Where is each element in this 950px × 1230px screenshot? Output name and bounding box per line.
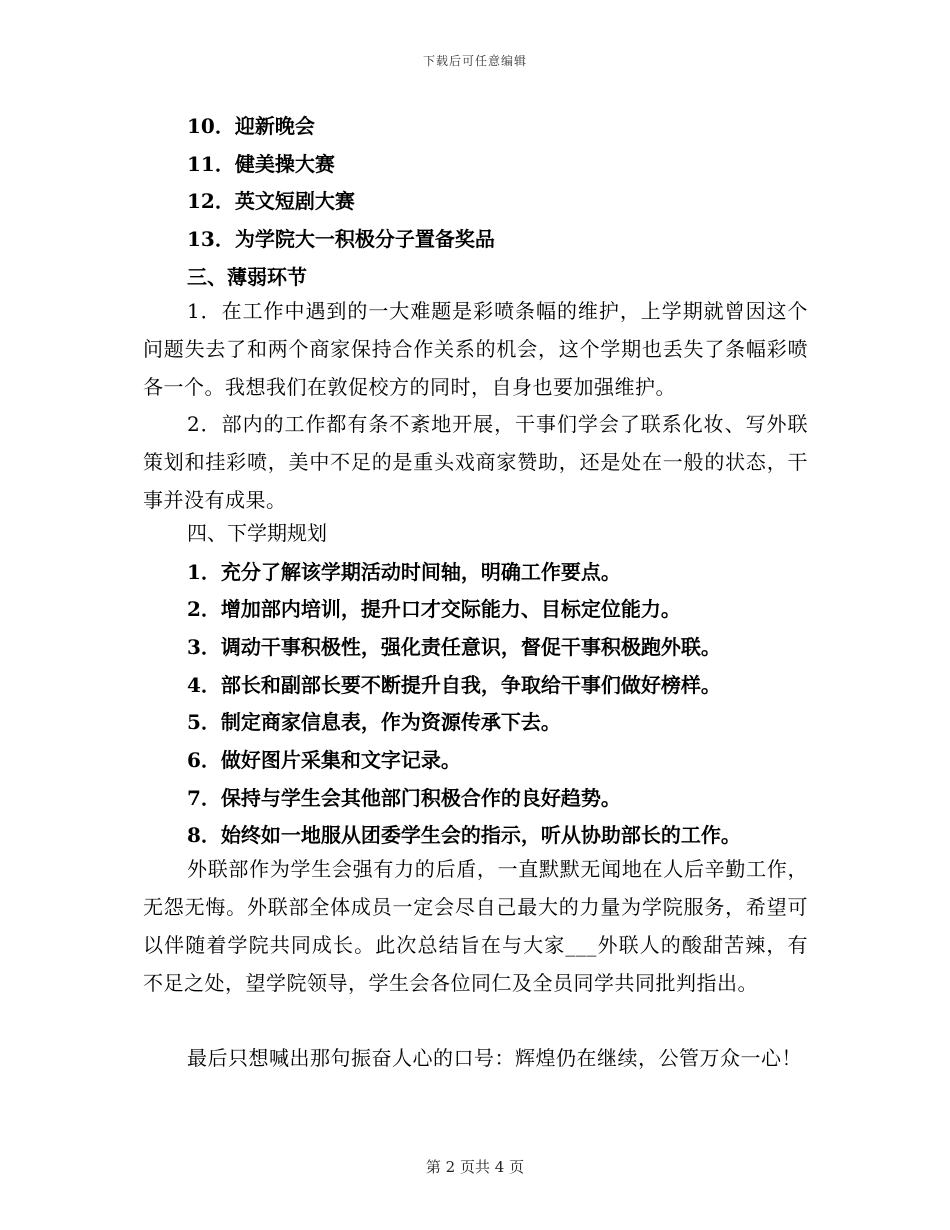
page-header: 下载后可任意编辑 bbox=[422, 54, 527, 68]
page-footer: 第 2 页共 4 页 bbox=[425, 1158, 525, 1176]
list-item: 12．英文短剧大赛 bbox=[187, 189, 355, 213]
list-item: 8．始终如一地服从团委学生会的指示，听从协助部长的工作。 bbox=[187, 823, 741, 847]
list-item: 10．迎新晚会 bbox=[187, 114, 315, 138]
list-item: 5．制定商家信息表，作为资源传承下去。 bbox=[187, 710, 561, 734]
paragraph: 2．部内的工作都有条不紊地开展，干事们学会了联系化妆、写外联策划和挂彩喷，美中不足的是重头戏商家赞助，还是处在一般的状态，干事并没有成果。 bbox=[143, 412, 808, 512]
list-item: 3．调动干事积极性，强化责任意识，督促干事积极跑外联。 bbox=[187, 635, 721, 659]
list-item: 2．增加部内培训，提升口才交际能力、目标定位能力。 bbox=[187, 597, 681, 621]
list-item: 7．保持与学生会其他部门积极合作的良好趋势。 bbox=[187, 786, 621, 810]
paragraph: 最后只想喊出那句振奋人心的口号：辉煌仍在继续，公管万众一心！ bbox=[187, 1046, 802, 1070]
list-item: 6．做好图片采集和文字记录。 bbox=[187, 748, 461, 772]
paragraph: 1．在工作中遇到的一大难题是彩喷条幅的维护，上学期就曾因这个问题失去了和两个商家保持合作关系的机会，这个学期也丢失了条幅彩喷各一个。我想我们在敦促校方的同时，自身也要加强维护。 bbox=[143, 299, 808, 399]
list-item: 1．充分了解该学期活动时间轴，明确工作要点。 bbox=[187, 560, 621, 584]
list-item: 13．为学院大一积极分子置备奖品 bbox=[187, 227, 495, 251]
section-heading: 三、薄弱环节 bbox=[187, 265, 307, 289]
list-item: 11．健美操大赛 bbox=[187, 152, 335, 176]
list-item: 4．部长和副部长要不断提升自我，争取给干事们做好榜样。 bbox=[187, 673, 721, 697]
section-heading: 四、下学期规划 bbox=[187, 521, 327, 545]
paragraph: 外联部作为学生会强有力的后盾，一直默默无闻地在人后辛勤工作，无怨无悔。外联部全体成员一定会尽自己最大的力量为学院服务，希望可以伴随着学院共同成长。此次总结旨在与大家___外联人的酸甜苦辣，有不足之处，望学院领导，学生会各位同仁及全员同学共同批判指出。 bbox=[143, 857, 808, 995]
